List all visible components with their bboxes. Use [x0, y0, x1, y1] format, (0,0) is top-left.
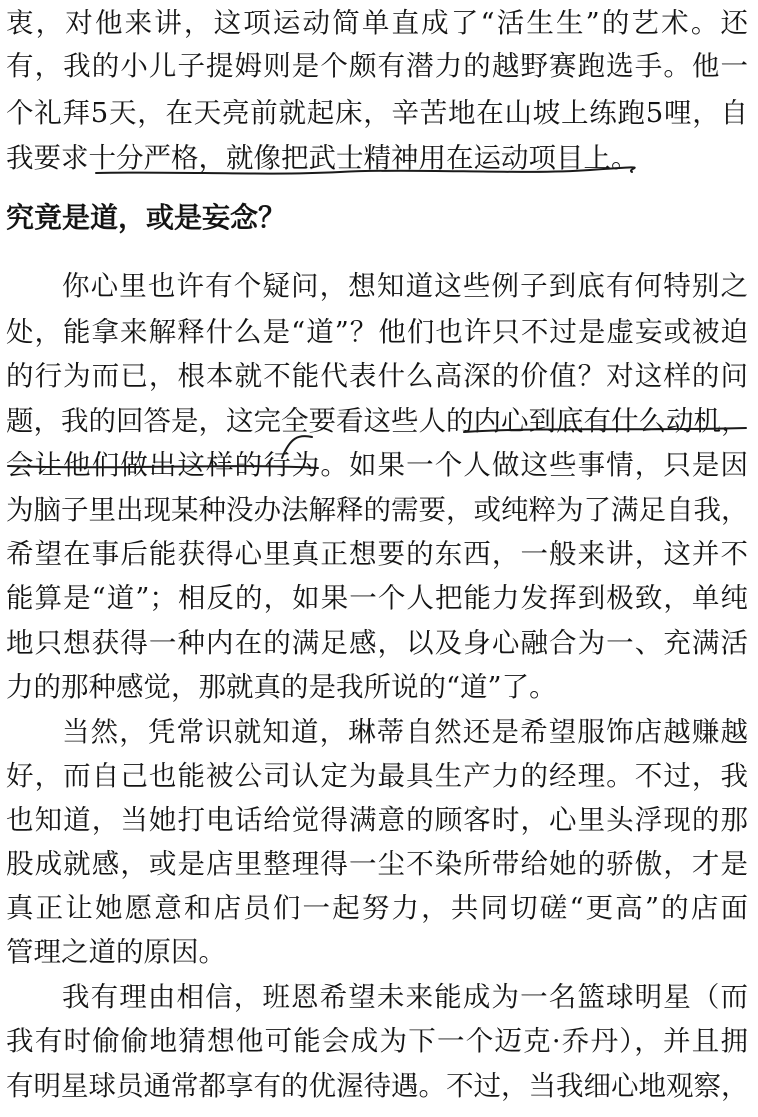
text-line: 地只想获得一种内在的满足感，以及身心融合为一、充满活	[6, 627, 748, 659]
text-line: 我有时偷偷地猜想他可能会成为下一个迈克·乔丹），并且拥	[6, 1025, 748, 1057]
text-line: 当然，凭常识就知道，琳蒂自然还是希望服饰店越赚越	[62, 716, 748, 748]
text-line: 能算是“道”；相反的，如果一个人把能力发挥到极致，单纯	[6, 582, 748, 614]
text-line: 我有理由相信，班恩希望未来能成为一名篮球明星（而	[62, 981, 748, 1013]
text-line: 力的那种感觉，那就真的是我所说的“道”了。	[6, 671, 557, 703]
text-line: 衷，对他来讲，这项运动简单直成了“活生生”的艺术。还	[6, 7, 748, 39]
text-line: 真正让她愿意和店员们一起努力，共同切磋“更高”的店面	[6, 892, 748, 924]
text-line: 希望在事后能获得心里真正想要的东西，一般来讲，这并不	[6, 538, 748, 570]
text-line: 有，我的小儿子提姆则是个颇有潜力的越野赛跑选手。他一	[6, 50, 748, 82]
text-line: 的行为而已，根本就不能代表什么高深的价值？对这样的问	[6, 360, 748, 392]
text-line: 题，我的回答是，这完全要看这些人的内心到底有什么动机，	[6, 405, 749, 437]
text-line: 管理之道的原因。	[6, 936, 226, 968]
text-line: 会让他们做出这样的行为。如果一个人做这些事情，只是因	[6, 449, 748, 481]
text-line: 股成就感，或是店里整理得一尘不染所带给她的骄傲，才是	[6, 848, 748, 880]
text-line: 也知道，当她打电话给觉得满意的顾客时，心里头浮现的那	[6, 804, 748, 836]
text-line: 为脑子里出现某种没办法解释的需要，或纯粹为了满足自我，	[6, 494, 749, 526]
text-line: 你心里也许有个疑问，想知道这些例子到底有何特别之	[62, 270, 748, 302]
section-heading: 究竟是道，或是妄念？	[6, 201, 287, 234]
text-line: 个礼拜5天，在天亮前就起床，辛苦地在山坡上练跑5哩，自	[6, 97, 748, 129]
text-line: 有明星球员通常都享有的优渥待遇。不过，当我细心地观察，	[6, 1070, 749, 1102]
text-line: 我要求十分严格，就像把武士精神用在运动项目上。	[6, 142, 639, 174]
text-line: 处，能拿来解释什么是“道”？他们也许只不过是虚妄或被迫	[6, 316, 748, 348]
text-line: 好，而自己也能被公司认定为最具生产力的经理。不过，我	[6, 760, 748, 792]
